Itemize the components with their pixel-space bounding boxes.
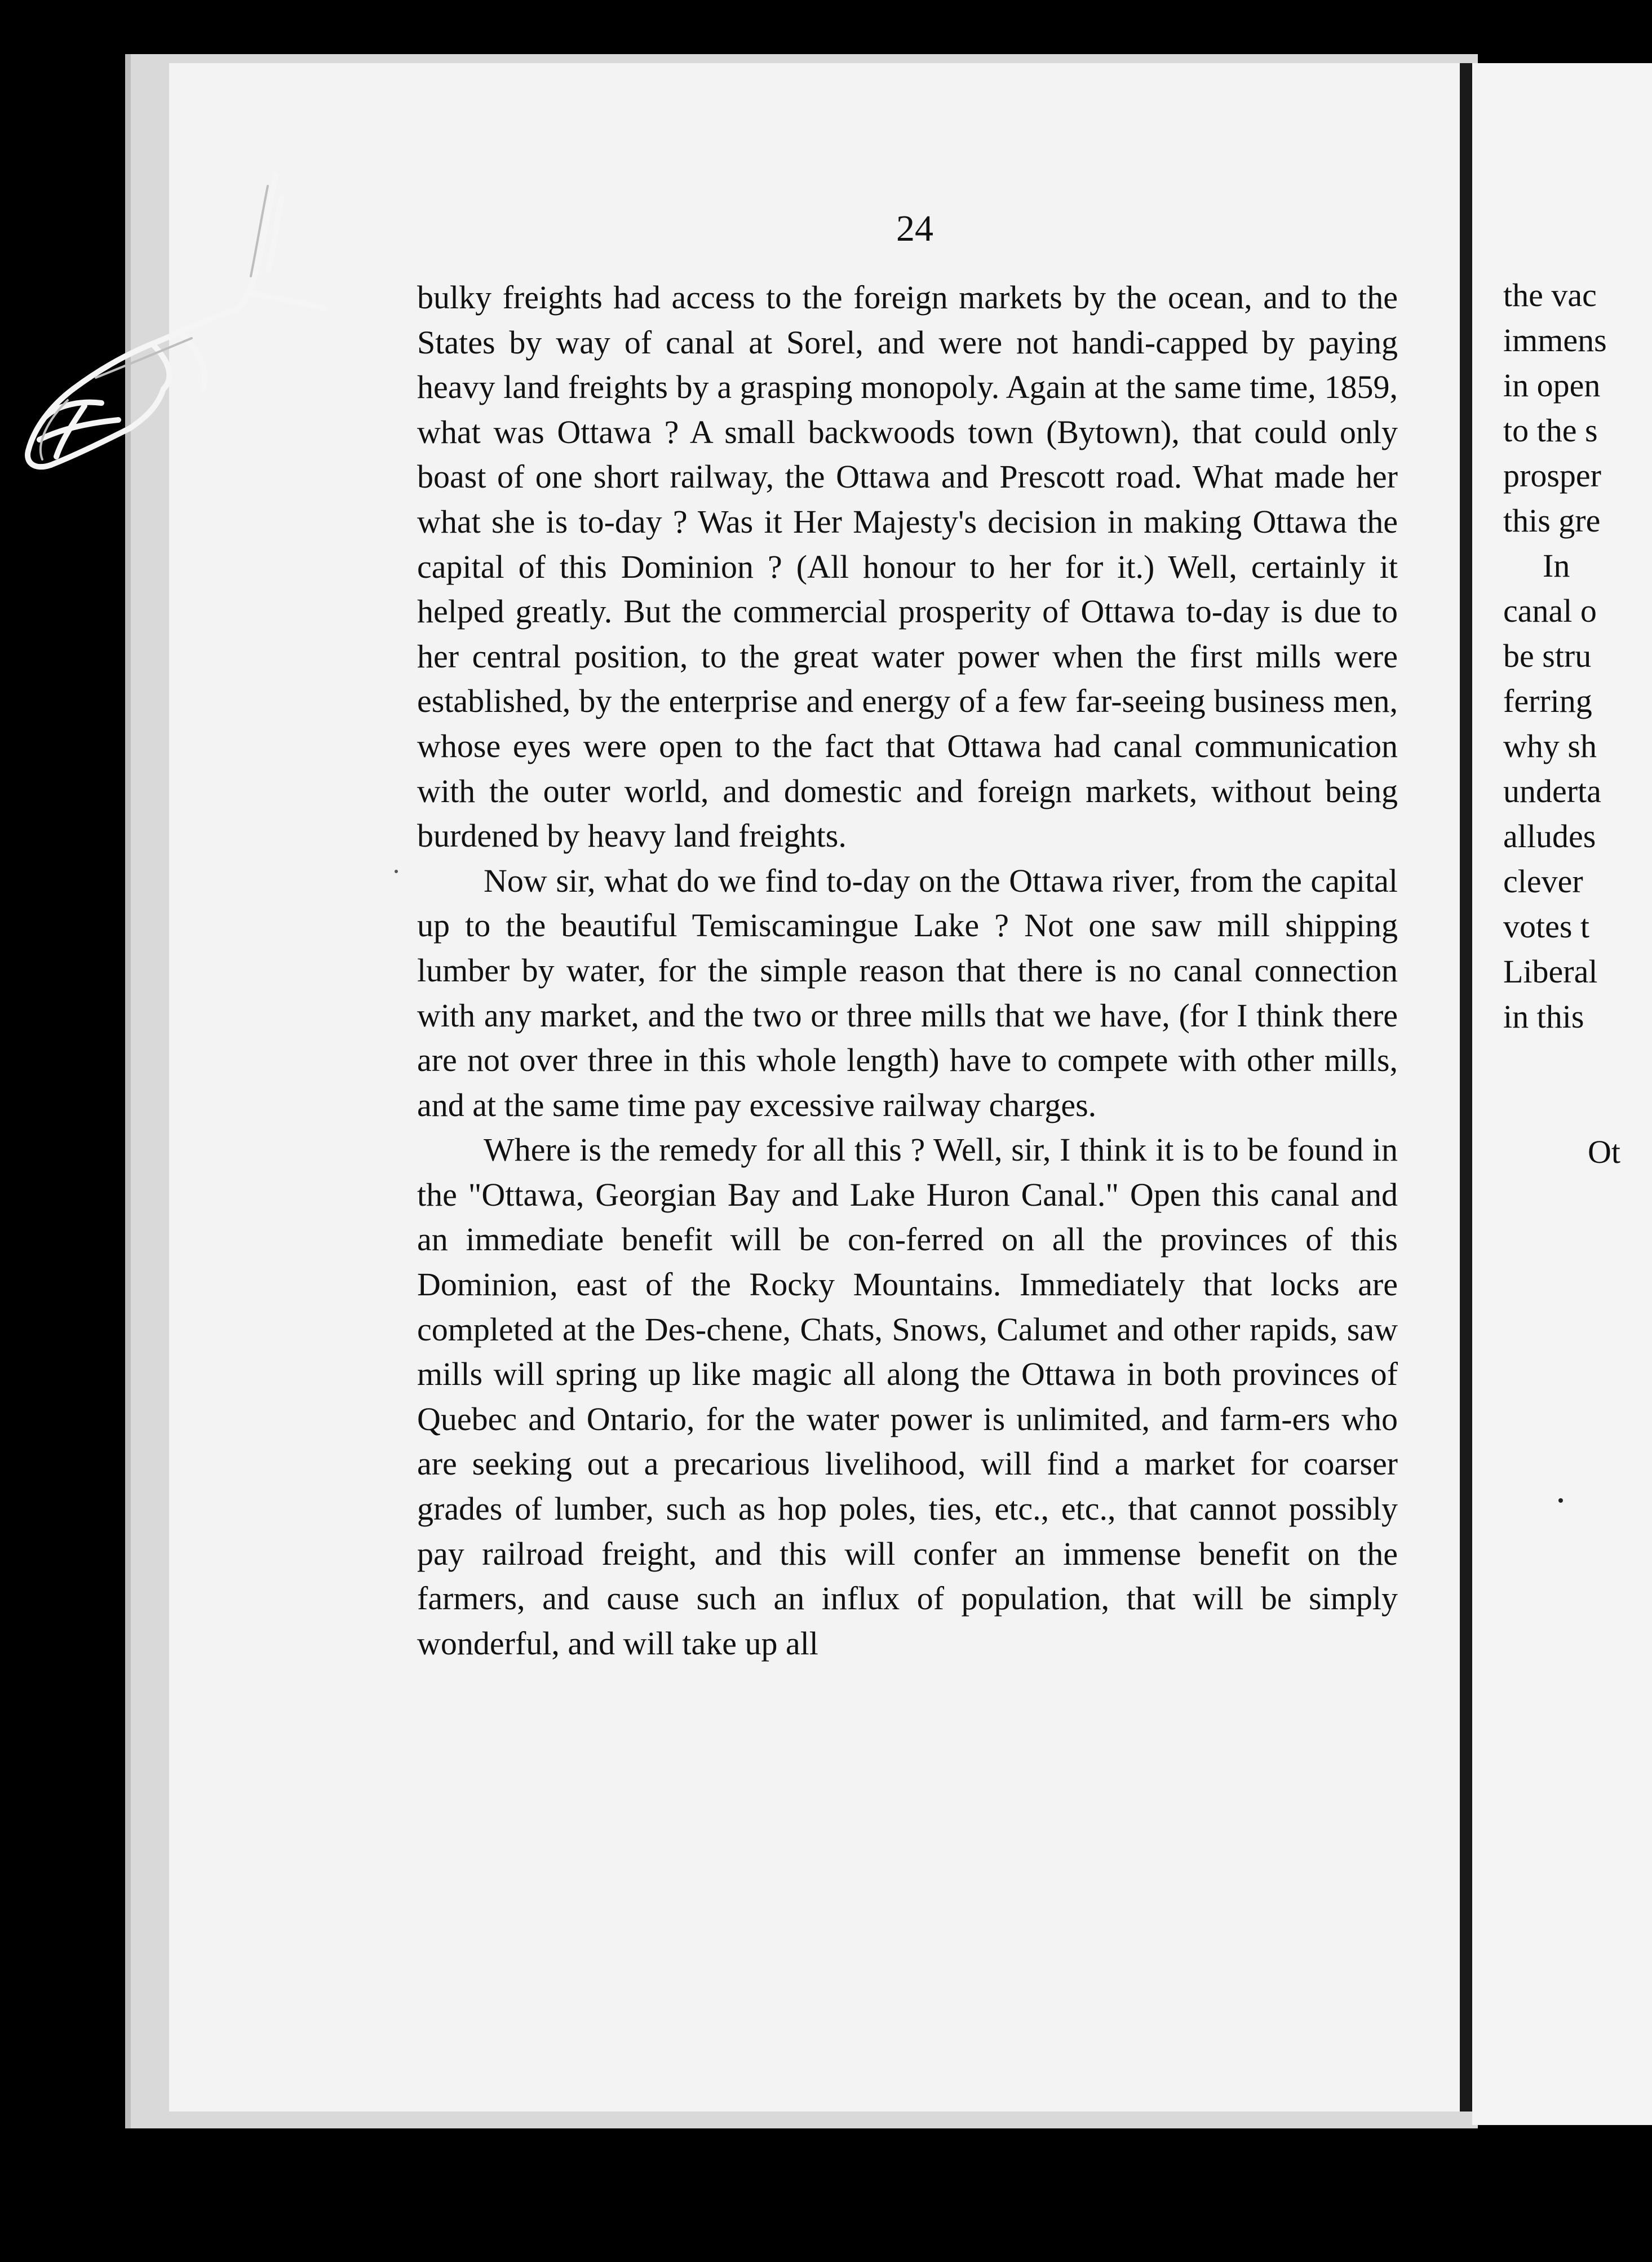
pointing-hand-icon xyxy=(11,163,327,479)
paragraph-1: bulky freights had access to the foreign markets by the ocean, and to the States by way of canal at Sorel, and were not handi-capped by paying heavy land freights by a grasping monopoly. Again at the same time, 1859, what was Ottawa ? A small backwoods town (Bytown), that could only boast of one short railway, the Ottawa and Prescott road. What made her what she is to-day ? Was it Her Majesty's decision in making Ottawa the capital of this Dominion ? (All honour to her for it.) Well, certainly it helped greatly. But the commercial prosperity of Ottawa to-day is due to her central position, to the great water power when the first mills were established, by the enterprise and energy of a few far-seeing business men, whose eyes were open to the fact that Ottawa had canal communication with the outer world, and domestic and foreign markets, without being burdened by heavy land freights. xyxy=(417,279,1398,855)
right-line: In xyxy=(1543,547,1570,584)
margin-speck xyxy=(395,870,398,873)
right-line: this gre xyxy=(1503,502,1601,539)
right-page-text xyxy=(1503,273,1652,1175)
right-line: prosper xyxy=(1503,457,1601,494)
right-line: be stru xyxy=(1503,638,1592,674)
right-line: votes t xyxy=(1503,908,1590,945)
right-page xyxy=(1472,63,1652,2125)
right-line: alludes xyxy=(1503,818,1596,855)
right-line: in open xyxy=(1503,367,1601,404)
page-body-text xyxy=(417,275,1398,1666)
paragraph-2: Now sir, what do we find to-day on the Ottawa river, from the capital up to the beautiful Temiscamingue Lake ? Not one saw mill shipping lumber by water, for the simple reason that there is no canal connection with any market, and the two or three mills that we have, (for I think there are not over three in this whole length) have to compete with other mills, and at the same time pay excessive railway charges. xyxy=(417,862,1398,1123)
right-line: canal o xyxy=(1503,592,1597,629)
paragraph-3: Where is the remedy for all this ? Well, sir, I think it is to be found in the "Ottawa, Georgian Bay and Lake Huron Canal." Open this canal and an immediate benefit will be con-ferred on all the provinces of this Dominion, east of the Rocky Mountains. Immediately that locks are completed at the Des-chene, Chats, Snows, Calumet and other rapids, saw mills will spring up like magic all along the Ottawa in both provinces of Quebec and Ontario, for the water power is unlimited, and farm-ers who are seeking out a precarious livelihood, will find a market for coarser grades of lumber, such as hop poles, ties, etc., etc., that cannot possibly pay railroad freight, and this will confer an immense benefit on the farmers, and cause such an influx of population, that will be simply wonderful, and will take up all xyxy=(417,1131,1398,1662)
right-line: why sh xyxy=(1503,728,1597,764)
right-line: in this xyxy=(1503,998,1584,1035)
right-line: ferring xyxy=(1503,683,1592,719)
right-line: Liberal xyxy=(1503,953,1598,990)
right-line: underta xyxy=(1503,773,1601,809)
right-line: clever xyxy=(1503,863,1583,900)
right-line: the vac xyxy=(1503,277,1597,313)
margin-speck xyxy=(1558,1498,1563,1503)
right-line: to the s xyxy=(1503,412,1598,449)
page-number: 24 xyxy=(896,208,933,249)
right-line: immens xyxy=(1503,322,1607,358)
right-line: Ot xyxy=(1588,1134,1620,1170)
